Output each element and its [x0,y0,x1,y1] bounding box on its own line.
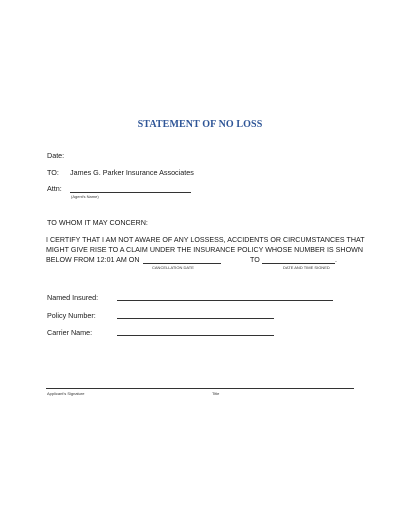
certification-line-3-prefix: BELOW FROM 12:01 AM ON [46,256,140,264]
attn-signature-line[interactable] [70,192,191,193]
carrier-name-label: Carrier Name: [47,328,93,337]
to-label: TO: [47,168,59,177]
document-title: STATEMENT OF NO LOSS [137,119,263,130]
certification-line-1: I CERTIFY THAT I AM NOT AWARE OF ANY LOSSESS, ACCIDENTS OR CIRCUMSTANCES THAT [46,236,365,244]
certification-line-3-to: TO [250,256,260,264]
datetime-signed-caption: DATE AND TIME SIGNED [283,265,330,270]
salutation: TO WHOM IT MAY CONCERN: [47,218,148,227]
cancellation-date-line[interactable] [143,263,221,264]
cancellation-date-caption: CANCELLATION DATE [152,265,194,270]
named-insured-label: Named Insured: [47,293,99,302]
date-label: Date: [47,151,65,160]
applicant-signature-label: Applicant's Signature [47,391,85,396]
certification-line-2: MIGHT GIVE RISE TO A CLAIM UNDER THE INSURANCE POLICY WHOSE NUMBER IS SHOWN [46,246,363,254]
to-value: James G. Parker Insurance Associates [70,168,194,177]
datetime-signed-line[interactable] [262,263,335,264]
carrier-name-line[interactable] [117,335,274,336]
certification-line-3-end: . [335,256,337,264]
signature-line[interactable] [46,388,354,389]
policy-number-label: Policy Number: [47,311,96,320]
title-label: Title [212,391,220,396]
named-insured-line[interactable] [117,300,333,301]
attn-label: Attn: [47,184,62,193]
attn-caption: (Agent's Name) [71,194,99,199]
policy-number-line[interactable] [117,318,274,319]
